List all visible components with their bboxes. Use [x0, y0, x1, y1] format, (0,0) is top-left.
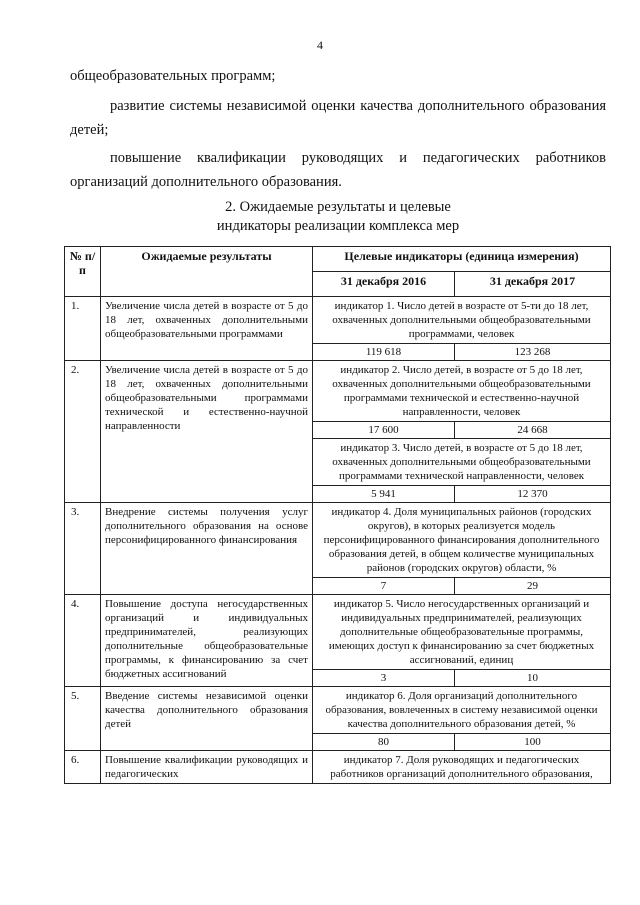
row-result: Увеличение числа детей в возрасте от 5 до 18 лет, охваченных дополнительными общеобразовательными программами технической и естественно-научной направленности — [101, 361, 313, 503]
page-number: 4 — [317, 38, 323, 52]
table-row — [65, 687, 611, 734]
value-2017: 12 370 — [455, 486, 611, 503]
indicator-text: индикатор 6. Доля организаций дополнительного образования, вовлеченных в систему независимой оценки качества дополнительного образования детей, % — [313, 687, 611, 734]
indicator-text: индикатор 2. Число детей, в возрасте от 5 до 18 лет, охваченных дополнительными общеобразовательными программами технической и естественно-научной направленности, человек — [313, 361, 611, 422]
table-row — [65, 297, 611, 344]
header-result: Ожидаемые результаты — [101, 247, 313, 297]
row-result: Увеличение числа детей в возрасте от 5 до 18 лет, охваченных дополнительными общеобразовательными программами — [101, 297, 313, 361]
section-title — [0, 198, 640, 236]
header-indicators: Целевые индикаторы (единица измерения) — [313, 247, 611, 272]
value-2016: 119 618 — [313, 344, 455, 361]
table-row — [65, 361, 611, 422]
indicator-text: индикатор 5. Число негосударственных организаций и индивидуальных предпринимателей, реализующих дополнительные общеобразовательные программы, имеющих доступ к финансированию за счет бюджетных ассигнований, единиц — [313, 595, 611, 670]
value-2017: 10 — [455, 670, 611, 687]
paragraph-3: повышение квалификации руководящих и педагогических работников организаций дополнительного образования. — [70, 150, 606, 190]
row-number: 3. — [65, 503, 101, 595]
row-result: Повышение квалификации руководящих и педагогических — [101, 751, 313, 784]
table-header-row — [65, 247, 611, 272]
value-2016: 5 941 — [313, 486, 455, 503]
indicator-text: индикатор 3. Число детей, в возрасте от 5 до 18 лет, охваченных дополнительными общеобразовательными программами технической направленности, человек — [313, 439, 611, 486]
row-result: Введение системы независимой оценки качества дополнительного образования детей — [101, 687, 313, 751]
header-num: № п/п — [65, 247, 101, 297]
results-table — [64, 246, 611, 784]
value-2017: 100 — [455, 734, 611, 751]
value-2017: 29 — [455, 578, 611, 595]
section-title-line-1: 2. Ожидаемые результаты и целевые — [225, 199, 451, 215]
row-result: Внедрение системы получения услуг дополнительного образования на основе персонифицированного финансирования — [101, 503, 313, 595]
header-year-2017: 31 декабря 2017 — [455, 272, 611, 297]
row-number: 6. — [65, 751, 101, 784]
paragraph-1: общеобразовательных программ; — [70, 68, 276, 84]
row-number: 1. — [65, 297, 101, 361]
value-2017: 123 268 — [455, 344, 611, 361]
row-result: Повышение доступа негосударственных организаций и индивидуальных предпринимателей, реализующих дополнительные общеобразовательные программы, к финансированию за счет бюджетных ассигнований — [101, 595, 313, 687]
value-2016: 17 600 — [313, 422, 455, 439]
indicator-text: индикатор 4. Доля муниципальных районов (городских округов), в которых реализуется модель персонифицированного финансирования дополнительного образования детей, в общем количестве муниципальных районов (городских округов) области, % — [313, 503, 611, 578]
value-2016: 7 — [313, 578, 455, 595]
row-number: 2. — [65, 361, 101, 503]
indicator-text: индикатор 7. Доля руководящих и педагогических работников организаций дополнительного образования, — [313, 751, 611, 784]
row-number: 4. — [65, 595, 101, 687]
row-number: 5. — [65, 687, 101, 751]
header-year-2016: 31 декабря 2016 — [313, 272, 455, 297]
paragraph-2: развитие системы независимой оценки качества дополнительного образования детей; — [70, 98, 606, 138]
value-2016: 80 — [313, 734, 455, 751]
table-row — [65, 751, 611, 784]
table-row — [65, 595, 611, 670]
table-row — [65, 503, 611, 578]
section-title-line-2: индикаторы реализации комплекса мер — [216, 218, 460, 234]
value-2016: 3 — [313, 670, 455, 687]
indicator-text: индикатор 1. Число детей в возрасте от 5-ти до 18 лет, охваченных дополнительными общеобразовательными программами, человек — [313, 297, 611, 344]
value-2017: 24 668 — [455, 422, 611, 439]
